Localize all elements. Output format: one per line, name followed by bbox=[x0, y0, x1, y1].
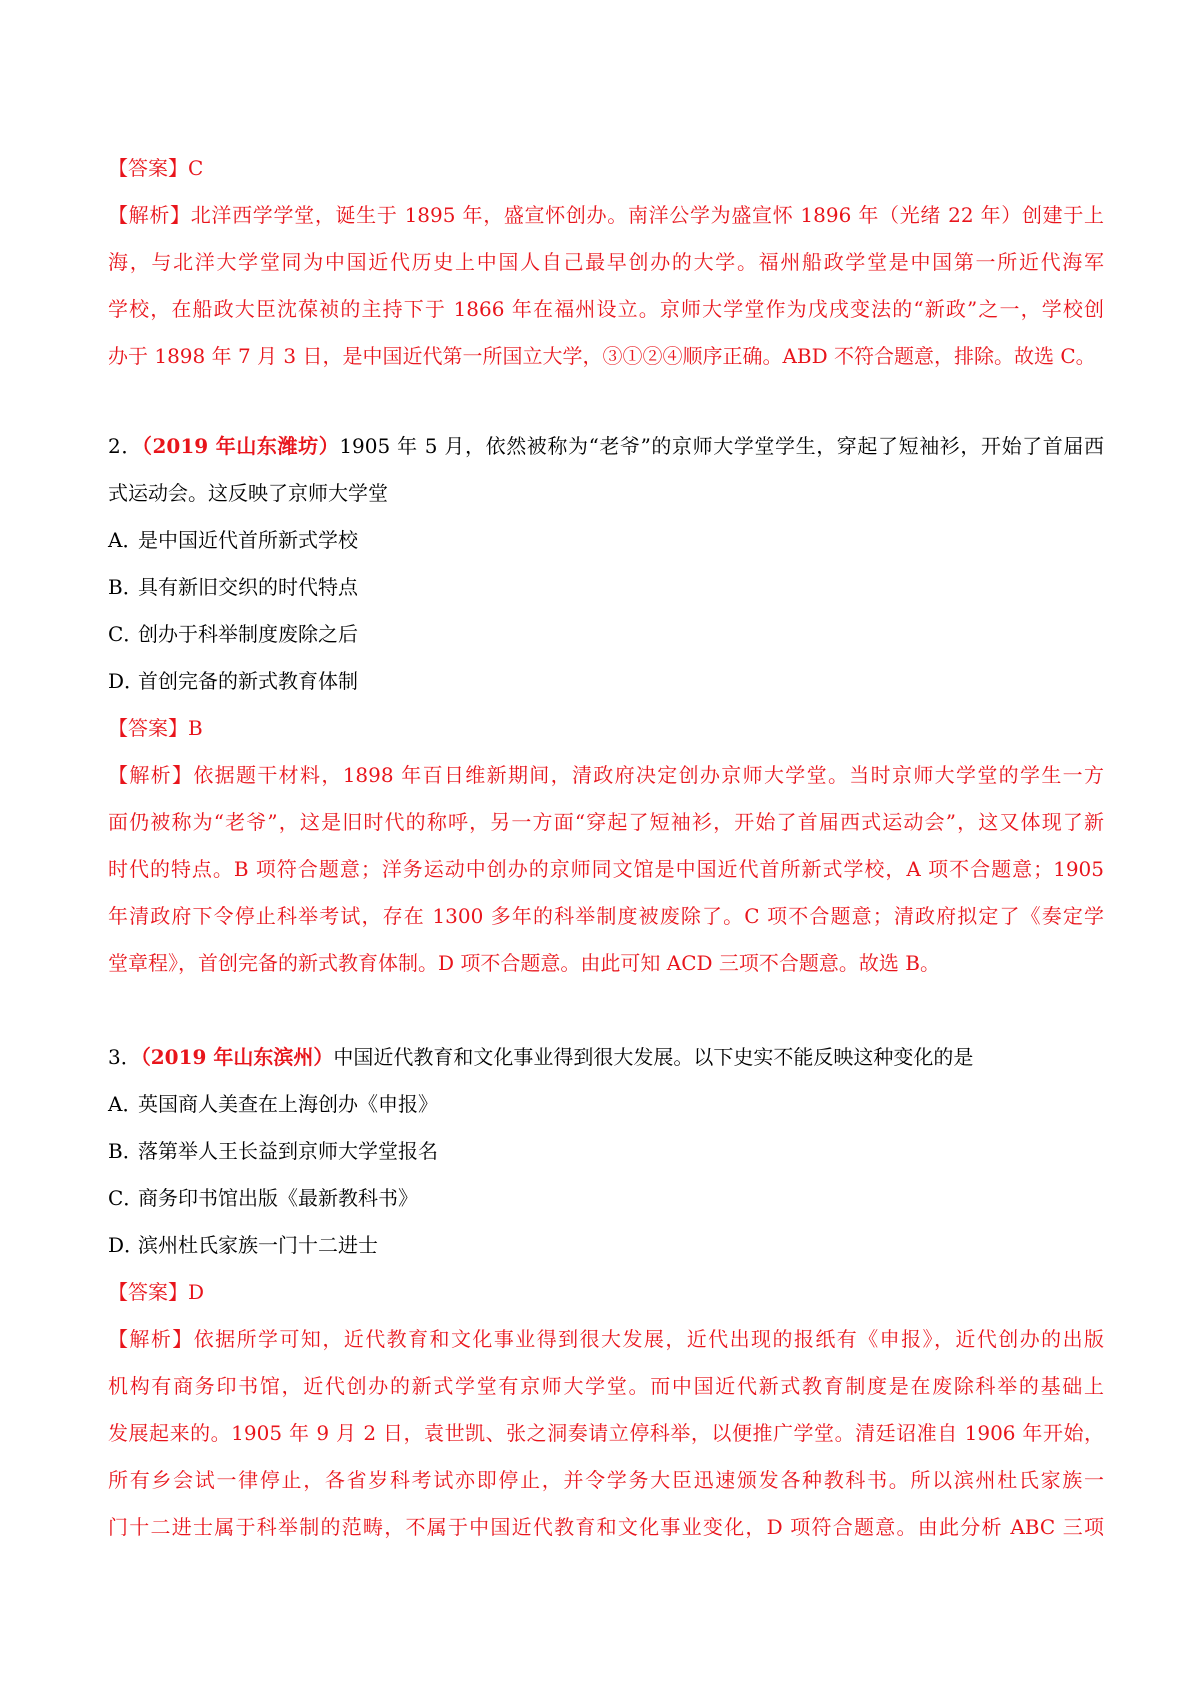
option-b bbox=[108, 564, 1104, 611]
analysis-tag: 【解析】 bbox=[108, 1327, 194, 1351]
analysis-text: 年清政府下令停止科举考试，存在 1300 多年的科举制度被废除了。C 项不合题意；清政府拟定了《奏定学 bbox=[108, 904, 1104, 928]
option-letter: C． bbox=[108, 1186, 144, 1210]
analysis-tag: 【解析】 bbox=[108, 763, 194, 787]
analysis-text: 机构有商务印书馆，近代创办的新式学堂有京师大学堂。而中国近代新式教育制度是在废除科举的基础上 bbox=[108, 1374, 1104, 1398]
option-letter: D． bbox=[108, 669, 145, 693]
option-letter: B． bbox=[108, 575, 143, 599]
analysis-text: 堂章程》，首创完备的新式教育体制。D 项不合题意。由此可知 ACD 三项不合题意。故选 B。 bbox=[108, 951, 940, 975]
question-number: 3． bbox=[108, 1045, 141, 1069]
option-letter: C． bbox=[108, 622, 144, 646]
option-b bbox=[108, 1128, 1104, 1175]
option-text: 滨州杜氏家族一门十二进士 bbox=[138, 1233, 378, 1257]
option-d bbox=[108, 658, 1104, 705]
answer-line-q1 bbox=[108, 145, 1104, 192]
option-letter: D． bbox=[108, 1233, 145, 1257]
answer-tag: 【答案】 bbox=[108, 716, 188, 740]
analysis-text: 依据所学可知，近代教育和文化事业得到很大发展，近代出现的报纸有《申报》，近代创办的出版 bbox=[193, 1327, 1105, 1351]
option-text: 具有新旧交织的时代特点 bbox=[138, 575, 358, 599]
option-d bbox=[108, 1222, 1104, 1269]
analysis-text: 办于 1898 年 7 月 3 日，是中国近代第一所国立大学，③①②④顺序正确。ABD 不符合题意，排除。故选 C。 bbox=[108, 344, 1096, 368]
answer-tag: 【答案】 bbox=[108, 156, 188, 180]
analysis-tag: 【解析】 bbox=[108, 203, 191, 227]
question-text: 式运动会。这反映了京师大学堂 bbox=[108, 481, 388, 505]
answer-value: D bbox=[188, 1280, 205, 1304]
question-3-stem bbox=[108, 1034, 1104, 1081]
option-a bbox=[108, 1081, 1104, 1128]
question-text: 中国近代教育和文化事业得到很大发展。以下史实不能反映这种变化的是 bbox=[333, 1045, 974, 1069]
analysis-q3 bbox=[108, 1316, 1104, 1551]
question-text: 1905 年 5 月，依然被称为“老爷”的京师大学堂学生，穿起了短袖衫，开始了首届西 bbox=[339, 434, 1104, 458]
document-content bbox=[108, 145, 1104, 1551]
option-text: 商务印书馆出版《最新教科书》 bbox=[138, 1186, 418, 1210]
analysis-q2 bbox=[108, 752, 1104, 987]
analysis-text: 发展起来的。1905 年 9 月 2 日，袁世凯、张之洞奏请立停科举，以便推广学堂。清廷诏准自 1906 年开始， bbox=[108, 1421, 1104, 1445]
analysis-text: 依据题干材料，1898 年百日维新期间，清政府决定创办京师大学堂。当时京师大学堂的学生一方 bbox=[193, 763, 1104, 787]
option-letter: A． bbox=[108, 1092, 143, 1116]
option-text: 落第举人王长益到京师大学堂报名 bbox=[138, 1139, 438, 1163]
option-text: 首创完备的新式教育体制 bbox=[138, 669, 358, 693]
analysis-q1 bbox=[108, 192, 1104, 380]
question-number: 2． bbox=[108, 434, 142, 458]
question-source: （2019 年山东潍坊） bbox=[141, 434, 340, 458]
option-letter: A． bbox=[108, 528, 143, 552]
answer-value: B bbox=[188, 716, 203, 740]
analysis-text: 面仍被称为“老爷”，这是旧时代的称呼，另一方面“穿起了短袖衫，开始了首届西式运动会”，这又体现了新 bbox=[108, 810, 1104, 834]
option-a bbox=[108, 517, 1104, 564]
option-text: 创办于科举制度废除之后 bbox=[138, 622, 358, 646]
analysis-text: 所有乡会试一律停止，各省岁科考试亦即停止，并令学务大臣迅速颁发各种教科书。所以滨州杜氏家族一 bbox=[108, 1468, 1104, 1492]
option-c bbox=[108, 1175, 1104, 1222]
answer-tag: 【答案】 bbox=[108, 1280, 188, 1304]
analysis-text: 时代的特点。B 项符合题意；洋务运动中创办的京师同文馆是中国近代首所新式学校，A 项不合题意；1905 bbox=[108, 857, 1104, 881]
answer-line-q3 bbox=[108, 1269, 1104, 1316]
analysis-text: 学校，在船政大臣沈葆祯的主持下于 1866 年在福州设立。京师大学堂作为戊戌变法的“新政”之一，学校创 bbox=[108, 297, 1104, 321]
analysis-text: 北洋西学学堂，诞生于 1895 年，盛宣怀创办。南洋公学为盛宣怀 1896 年（光绪 22 年）创建于上 bbox=[190, 203, 1105, 227]
analysis-text: 门十二进士属于科举制的范畴，不属于中国近代教育和文化事业变化，D 项符合题意。由此分析 ABC 三项 bbox=[108, 1515, 1104, 1539]
question-2-stem bbox=[108, 423, 1104, 517]
option-letter: B． bbox=[108, 1139, 143, 1163]
answer-line-q2 bbox=[108, 705, 1104, 752]
option-text: 英国商人美查在上海创办《申报》 bbox=[138, 1092, 438, 1116]
answer-value: C bbox=[188, 156, 204, 180]
question-source: （2019 年山东滨州） bbox=[140, 1045, 334, 1069]
analysis-text: 海，与北洋大学堂同为中国近代历史上中国人自己最早创办的大学。福州船政学堂是中国第一所近代海军 bbox=[108, 250, 1104, 274]
option-text: 是中国近代首所新式学校 bbox=[138, 528, 358, 552]
option-c bbox=[108, 611, 1104, 658]
